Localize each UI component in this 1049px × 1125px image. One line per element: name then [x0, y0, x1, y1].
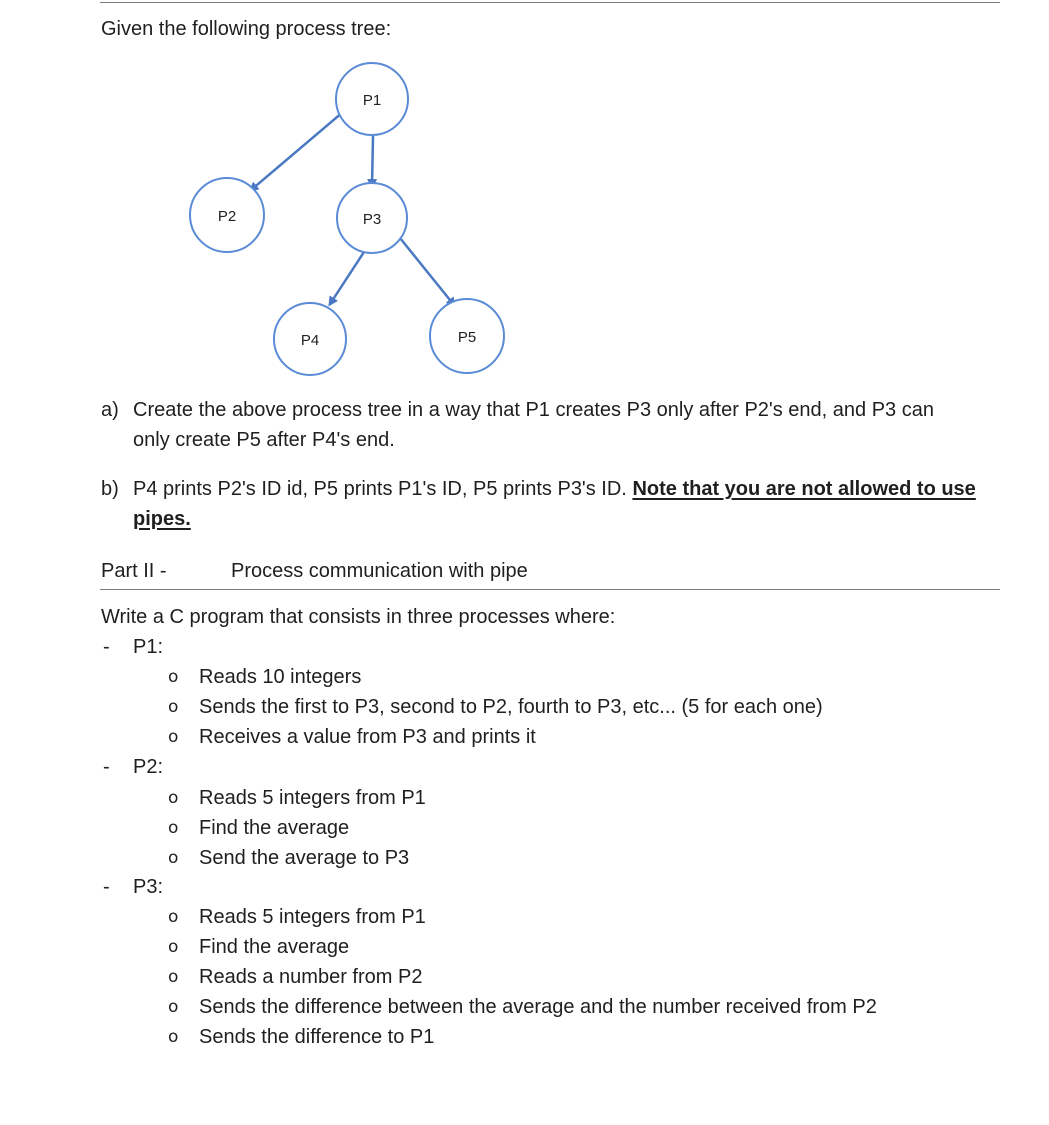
question-a-line2: only create P5 after P4's end. — [133, 429, 395, 451]
node-p1-label: P1 — [362, 92, 382, 109]
p2-item: Reads 5 integers from P1 — [199, 787, 426, 809]
node-p2 — [190, 178, 264, 252]
question-b-note: Note that you are not allowed to use — [632, 478, 976, 500]
p3-bullet: o — [168, 907, 179, 927]
p1-bullet: o — [168, 667, 179, 687]
p3-bullet: o — [168, 937, 179, 957]
edge-p3-p5 — [400, 238, 454, 305]
p2-bullet: o — [168, 788, 179, 808]
p3-item: Find the average — [199, 936, 350, 958]
part2-rule — [100, 589, 1000, 590]
node-p5-label: P5 — [457, 329, 477, 346]
question-b-plain: P4 prints P2's ID id, P5 prints P1's ID, P5 prints P3's ID. — [133, 478, 633, 500]
p3-bullet: o — [168, 1027, 179, 1047]
p2-item: Send the average to P3 — [199, 847, 410, 869]
p3-item: Reads 5 integers from P1 — [199, 906, 426, 928]
p1-bullet: o — [168, 697, 179, 717]
p3-bullet: o — [168, 967, 179, 987]
process-tree-diagram — [0, 0, 1049, 400]
question-b-line1 — [133, 474, 976, 504]
edge-p1-p3 — [372, 136, 373, 186]
question-b-note-end: pipes. — [133, 508, 191, 530]
part2-title: Process communication with pipe — [231, 560, 528, 582]
question-b-marker: b) — [101, 478, 119, 500]
p1-bullet: o — [168, 727, 179, 747]
question-a-marker: a) — [101, 399, 119, 421]
program-intro: Write a C program that consists in three processes where: — [101, 606, 616, 628]
p1-item: Receives a value from P3 and prints it — [199, 726, 536, 748]
p1-heading: P1: — [133, 636, 164, 658]
p2-bullet: o — [168, 818, 179, 838]
intro-text: Given the following process tree: — [101, 18, 392, 40]
p3-heading: P3: — [133, 876, 164, 898]
node-p3-label: P3 — [362, 211, 382, 228]
node-p4 — [274, 303, 346, 375]
question-a-line1: Create the above process tree in a way that P1 creates P3 only after P2's end, and P3 can — [133, 399, 934, 421]
p3-bullet: o — [168, 997, 179, 1017]
p3-dash: - — [103, 876, 110, 898]
p3-item: Reads a number from P2 — [199, 966, 423, 988]
p3-item: Sends the difference between the average and the number received from P2 — [199, 996, 877, 1018]
node-p4-label: P4 — [300, 332, 320, 349]
node-p1 — [336, 63, 408, 135]
p2-dash: - — [103, 756, 110, 778]
question-b-line2 — [133, 504, 191, 534]
node-p2-label: P2 — [217, 208, 237, 225]
node-p3 — [337, 183, 407, 253]
p1-dash: - — [103, 636, 110, 658]
edge-p1-p2 — [251, 112, 343, 190]
p2-heading: P2: — [133, 756, 164, 778]
part2-label: Part II - — [101, 560, 167, 582]
edge-p3-p4 — [330, 252, 364, 304]
node-p5 — [430, 299, 504, 373]
p1-item: Reads 10 integers — [199, 666, 362, 688]
p1-item: Sends the first to P3, second to P2, fourth to P3, etc... (5 for each one) — [199, 696, 823, 718]
p3-item: Sends the difference to P1 — [199, 1026, 435, 1048]
p2-item: Find the average — [199, 817, 350, 839]
p2-bullet: o — [168, 848, 179, 868]
